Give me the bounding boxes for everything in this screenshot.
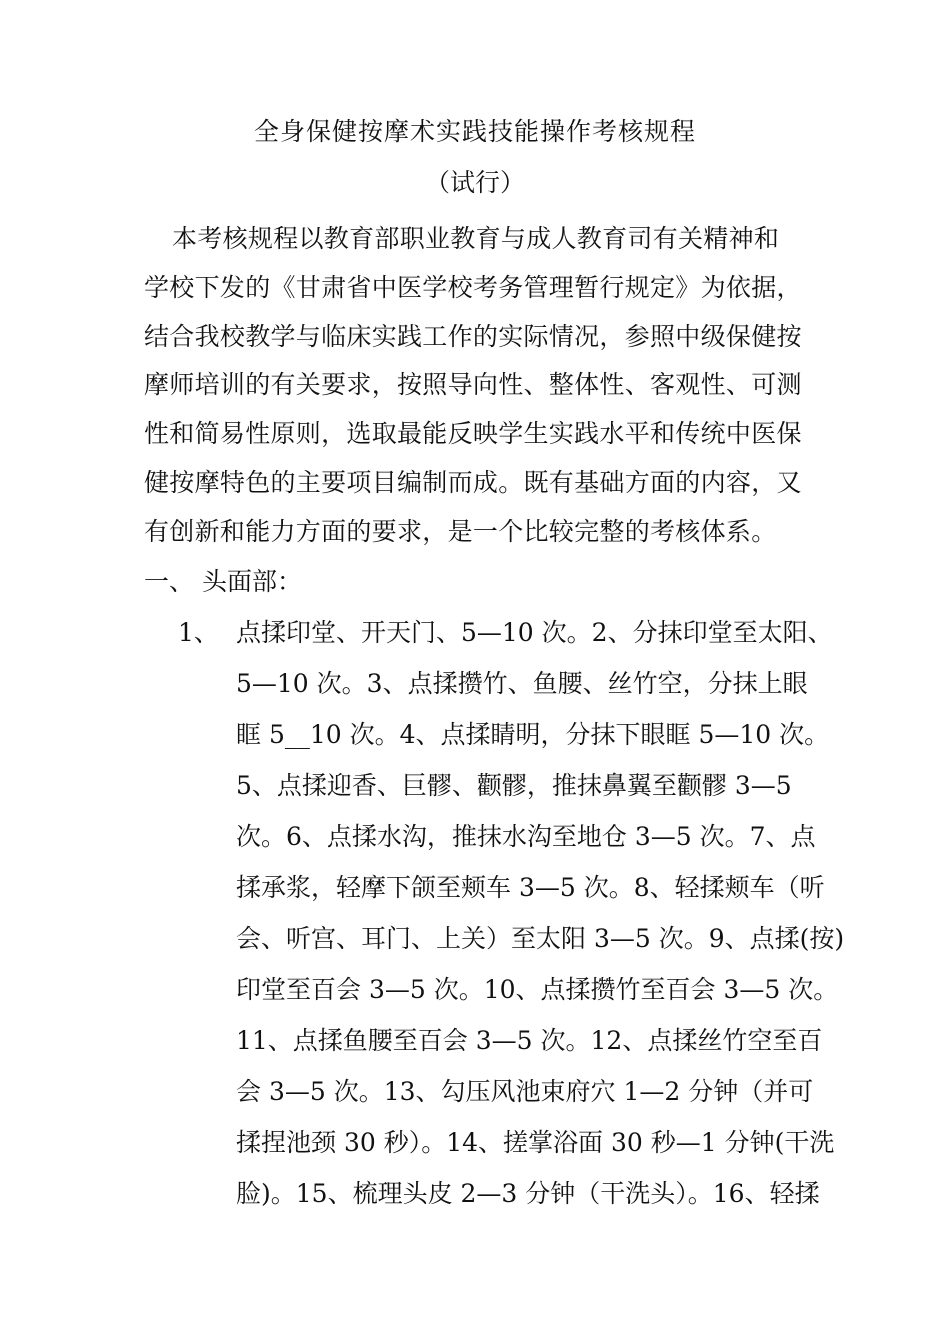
intro-line: 结合我校教学与临床实践工作的实际情况，参照中级保健按 — [144, 321, 802, 351]
item-number: 1、 — [178, 618, 219, 647]
intro-line: 本考核规程以教育部职业教育与成人教育司有关精神和 — [172, 224, 780, 253]
item-line: 会 3—5 次。13、勾压风池束府穴 1—2 分钟（并可 — [236, 1077, 814, 1106]
item-paragraph — [236, 613, 845, 1225]
intro-line: 学校下发的《甘肃省中医学校考务管理暂行规定》为依据， — [144, 272, 802, 302]
intro-line: 摩师培训的有关要求，按照导向性、整体性、客观性、可测 — [144, 370, 802, 400]
document-subtitle: （试行） — [424, 168, 525, 197]
intro-line: 健按摩特色的主要项目编制而成。既有基础方面的内容，又 — [144, 467, 802, 497]
item-line: 次。6、点揉水沟，推抹水沟至地仓 3—5 次。7、点 — [236, 822, 816, 851]
item-line: 会、听宫、耳门、上关）至太阳 3—5 次。9、点揉(按) — [236, 924, 845, 953]
item-line: 揉承浆，轻摩下颌至颊车 3—5 次。8、轻揉颊车（听 — [236, 873, 825, 902]
intro-paragraph — [144, 215, 812, 557]
document-title: 全身保健按摩术实践技能操作考核规程 — [253, 117, 696, 146]
section-heading: 一、 头面部： — [144, 567, 302, 596]
intro-line: 有创新和能力方面的要求，是一个比较完整的考核体系。 — [144, 516, 777, 546]
item-line: 揉捏池颈 30 秒）。14、搓掌浴面 30 秒—1 分钟(干洗 — [236, 1128, 835, 1157]
item-line: 5、点揉迎香、巨髎、颧髎，推抹鼻翼至颧髎 3—5 — [236, 771, 792, 800]
intro-line: 性和简易性原则，选取最能反映学生实践水平和传统中医保 — [144, 419, 802, 449]
item-line: 5—10 次。3、点揉攒竹、鱼腰、丝竹空，分抹上眼 — [236, 669, 808, 698]
item-line: 11、点揉鱼腰至百会 3—5 次。12、点揉丝竹空至百 — [236, 1026, 823, 1055]
item-line: 眶 5__10 次。4、点揉睛明，分抹下眼眶 5—10 次。 — [236, 720, 830, 749]
item-line: 印堂至百会 3—5 次。10、点揉攒竹至百会 3—5 次。 — [236, 975, 839, 1004]
item-line: 点揉印堂、开天门、5—10 次。2、分抹印堂至太阳、 — [236, 618, 833, 647]
item-line: 脸)。15、梳理头皮 2—3 分钟（干洗头）。16、轻揉 — [236, 1179, 820, 1208]
